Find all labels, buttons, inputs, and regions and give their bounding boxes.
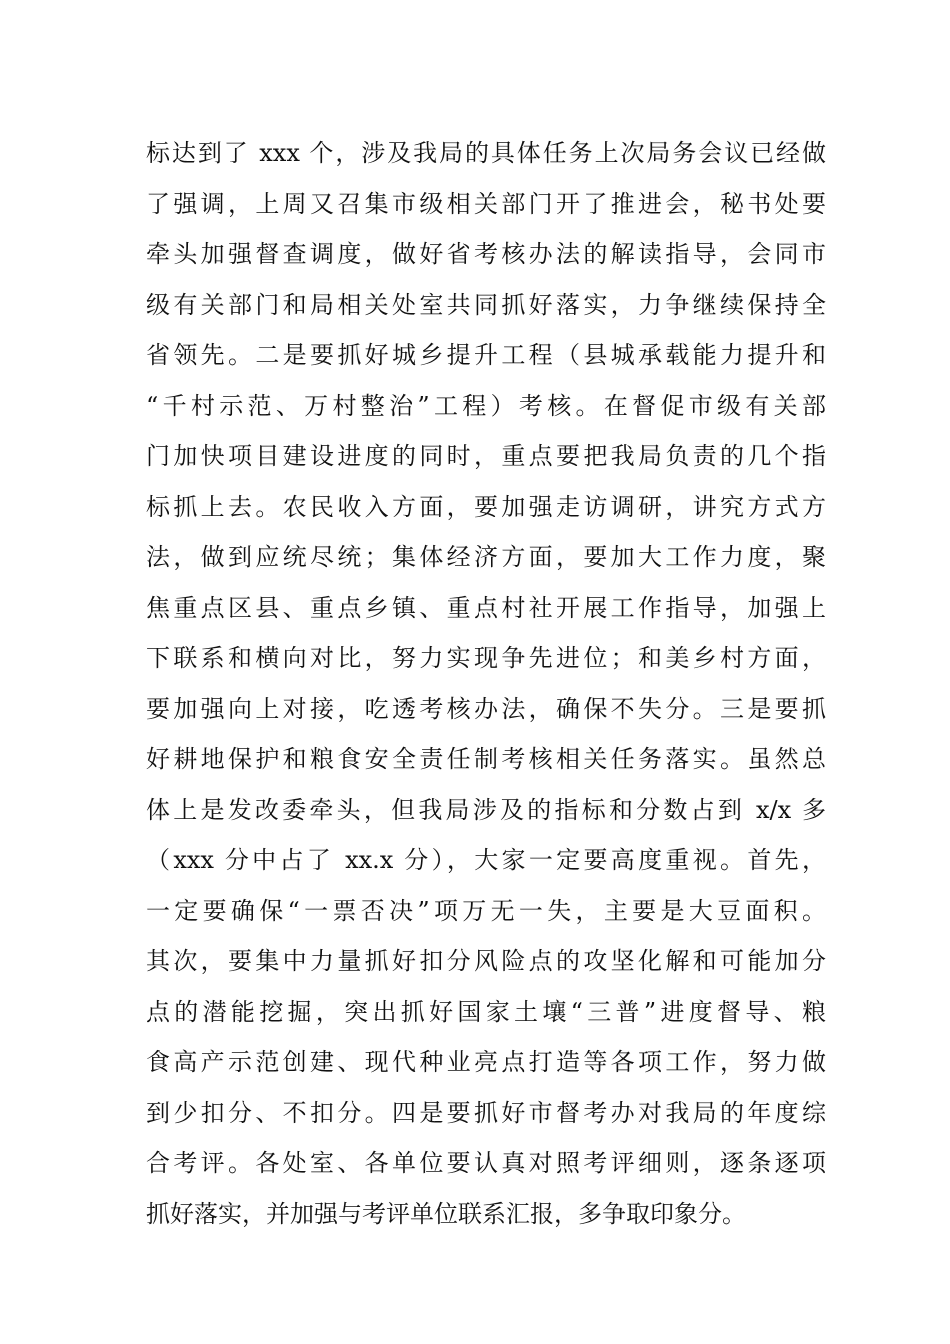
text-line-14: 体上是发改委牵头，但我局涉及的指标和分数占到 x/x 多	[146, 795, 826, 824]
text-line-8: 标抓上去。农民收入方面，要加强走访调研，讲究方式方	[146, 492, 826, 521]
text-line-11: 下联系和横向对比，努力实现争先进位；和美乡村方面，	[146, 644, 826, 672]
body-text	[146, 128, 826, 1239]
text-line-13: 好耕地保护和粮食安全责任制考核相关任务落实。虽然总	[146, 745, 826, 773]
text-line-22: 抓好落实，并加强与考评单位联系汇报，多争取印象分。	[146, 1199, 746, 1228]
text-line-17: 其次，要集中力量抓好扣分风险点的攻坚化解和可能加分	[146, 947, 826, 975]
text-line-18: 点的潜能挖掘，突出抓好国家土壤“三普”进度督导、粮	[146, 997, 826, 1026]
text-line-3: 牵头加强督查调度，做好省考核办法的解读指导，会同市	[146, 240, 826, 268]
text-line-12: 要加强向上对接，吃透考核办法，确保不失分。三是要抓	[146, 694, 826, 723]
text-line-5: 省领先。二是要抓好城乡提升工程（县城承载能力提升和	[146, 341, 826, 369]
text-line-15: （xxx 分中占了 xx.x 分），大家一定要高度重视。首先，	[146, 846, 826, 874]
text-line-1: 标达到了 xxx 个，涉及我局的具体任务上次局务会议已经做	[146, 139, 826, 167]
text-line-16: 一定要确保“一票否决”项万无一失，主要是大豆面积。	[146, 896, 826, 925]
text-line-10: 焦重点区县、重点乡镇、重点村社开展工作指导，加强上	[146, 593, 826, 622]
text-line-19: 食高产示范创建、现代种业亮点打造等各项工作，努力做	[146, 1048, 826, 1076]
text-line-2: 了强调，上周又召集市级相关部门开了推进会，秘书处要	[146, 189, 826, 218]
text-line-6: “千村示范、万村整治”工程）考核。在督促市级有关部	[146, 391, 826, 420]
text-line-21: 合考评。各处室、各单位要认真对照考评细则，逐条逐项	[146, 1149, 826, 1177]
text-line-4: 级有关部门和局相关处室共同抓好落实，力争继续保持全	[146, 290, 826, 319]
text-line-7: 门加快项目建设进度的同时，重点要把我局负责的几个指	[146, 442, 826, 470]
text-line-20: 到少扣分、不扣分。四是要抓好市督考办对我局的年度综	[146, 1098, 826, 1127]
text-line-9: 法，做到应统尽统；集体经济方面，要加大工作力度，聚	[146, 543, 826, 571]
